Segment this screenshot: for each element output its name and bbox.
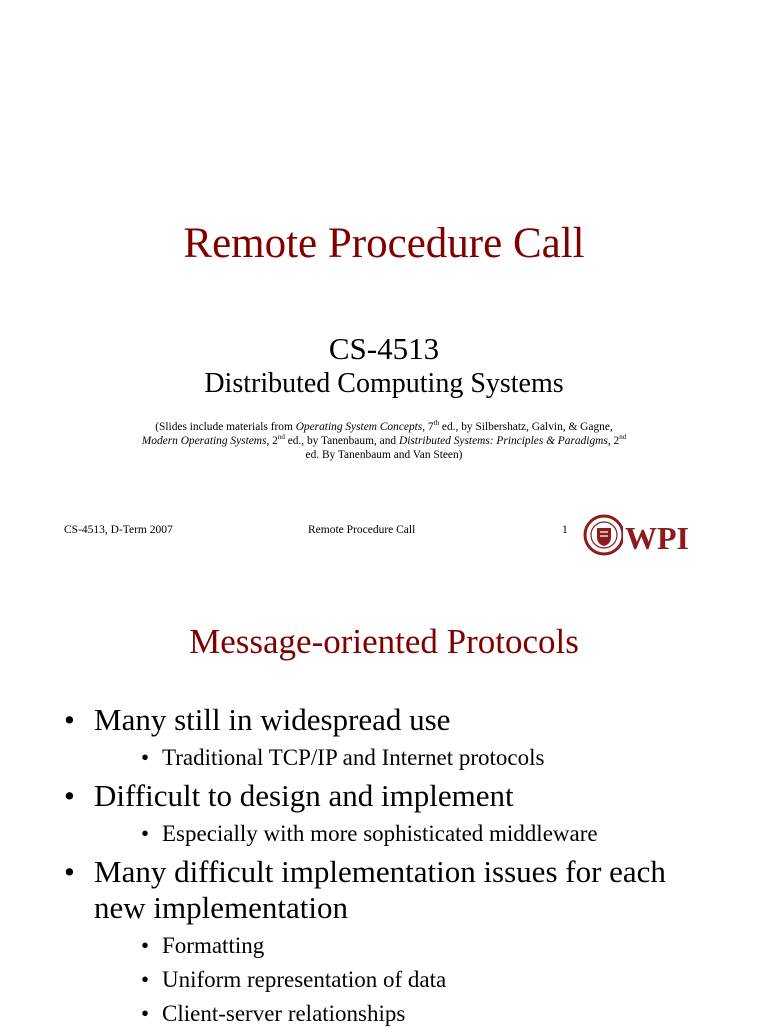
book-title: Operating System Concepts (295, 421, 423, 433)
footer-course: CS-4513, D-Term 2007 (64, 524, 173, 536)
credits-text: , 2 (266, 435, 278, 447)
page-number: 1 (562, 524, 568, 536)
book-title: Distributed Systems: Principles & Paradigms (398, 435, 608, 447)
wpi-logo (583, 512, 689, 558)
sub-bullet-item: • Traditional TCP/IP and Internet protocols (0, 744, 768, 772)
footer-title: Remote Procedure Call (308, 524, 416, 536)
credits-note (90, 420, 678, 462)
bullet-item: • Difficult to design and implement (0, 778, 694, 814)
credits-text: ed., by Tanenbaum, and (284, 435, 399, 447)
wpi-logo-text: WPI (625, 520, 689, 556)
sub-bullet-item: • Especially with more sophisticated middleware (0, 820, 768, 848)
credits-text: ed. By Tanenbaum and Van Steen) (305, 449, 463, 461)
credits-text: , 2 (607, 435, 620, 447)
sub-bullet-item: • Uniform representation of data (0, 966, 768, 994)
superscript: nd (277, 433, 285, 442)
course-code: CS-4513 (328, 331, 440, 366)
bullet-item: • Many still in widespread use (0, 702, 694, 738)
course-name: Distributed Computing Systems (204, 368, 564, 399)
sub-bullet-item: • Formatting (0, 932, 768, 960)
slide-title: Message-oriented Protocols (189, 622, 579, 661)
sub-bullet-item: • Client-server relationships (0, 1000, 768, 1028)
credits-text: ed., by Silbershatz, Galvin, & Gagne, (439, 421, 613, 433)
slide-2 (0, 580, 768, 1024)
superscript: th (433, 419, 440, 428)
credits-text: (Slides include materials from (155, 421, 296, 433)
bullet-list (0, 702, 768, 1034)
slide-title: Remote Procedure Call (183, 220, 585, 267)
bullet-item: • Many difficult implementation issues for each new implementation (0, 854, 694, 926)
book-title: Modern Operating Systems (141, 435, 267, 447)
superscript: nd (619, 433, 627, 442)
credits-text: , 7 (422, 421, 434, 433)
